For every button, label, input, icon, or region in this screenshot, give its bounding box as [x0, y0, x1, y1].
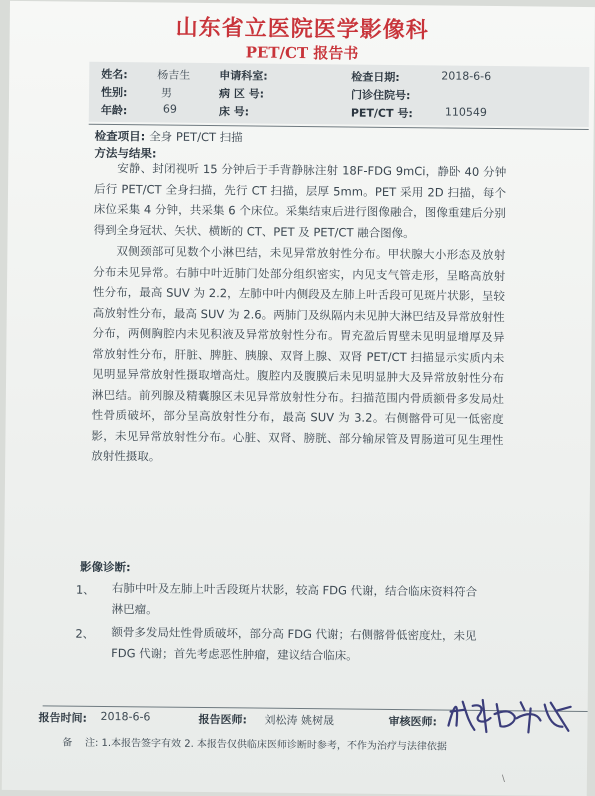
patient-age: 69	[162, 102, 177, 116]
report-paper	[2, 1, 595, 796]
diagnosis-number-2: 2、	[75, 626, 95, 641]
note-text: 注: 1.本报告签字有效 2. 本报告仅供临床医师诊断时参考，不作为治疗与法律依据	[84, 737, 448, 753]
reviewer-label: 审核医师:	[388, 714, 437, 729]
report-time: 2018-6-6	[100, 709, 151, 724]
diagnosis-item-1: 右肺中叶及左肺上叶舌段斑片状影，较高 FDG 代谢，结合临床资料符合淋巴瘤。	[111, 581, 478, 617]
page-mark: \	[501, 774, 505, 785]
method-paragraph	[94, 158, 507, 244]
note-label: 备	[62, 737, 73, 749]
age-label: 年龄:	[100, 103, 128, 118]
diagnosis-heading: 影像诊断:	[80, 559, 131, 575]
report-time-label: 报告时间:	[38, 711, 87, 725]
report-title: PET/CT 报告书	[245, 43, 359, 63]
patient-info-box	[89, 62, 590, 127]
info-row-3	[89, 102, 589, 125]
petct-label: PET/CT 号:	[350, 106, 413, 121]
exam-item	[95, 128, 243, 146]
name-label: 姓名:	[101, 67, 128, 82]
date-label: 检查日期:	[351, 70, 400, 85]
findings-text: 双侧颈部可见数个小淋巴结，未见异常放射性分布。甲状腺大小形态及放射分布未见异常。右肺中叶近肺门处部分组织密实，内见支气管走形，呈略高放射性分布，最高 SUV 为 2.2，左肺中叶内侧段及左肺上叶舌段可见斑片状影，呈较高放射性分布，最高 SUV 为 2.6。两肺门及纵隔内未见肿大淋巴结及异常放射性分布，两侧胸腔内未见积液及异常放射性分布。胃充盈后胃壁未见明显增厚及异常放射性分布，肝脏、脾脏、胰腺、双肾上腺、双肾 PET/CT 扫描显示实质内未见明显异常放射性摄取增高灶。腹腔内及腹膜后未见明显肿大及异常放射性分布淋巴结。前列腺及精囊腺区未见异常放射性分布。扫描范围内骨质额骨多发局灶性骨质破坏，部分呈高放射性分布，最高 SUV 为 3.2。右侧髂骨可见一低密度影，未见异常放射性分布。心脏、双肾、膀胱、部分输尿管及胃肠道可见生理性放射性摄取。	[91, 244, 506, 464]
petct-number: 110549	[444, 105, 487, 119]
method-heading: 方法与结果:	[94, 145, 157, 161]
doctor-label: 报告医师:	[198, 712, 247, 727]
patient-sex: 男	[160, 86, 173, 100]
clinic-label: 门诊住院号:	[350, 88, 411, 103]
hospital-title: 山东省立医院医学影像科	[175, 14, 429, 44]
footnote	[62, 734, 447, 753]
sex-label: 性别:	[100, 85, 128, 100]
exam-item-label: 检查项目:	[94, 128, 146, 144]
findings-paragraph	[91, 241, 505, 471]
handwritten-signature	[444, 696, 574, 737]
exam-date: 2018-6-6	[441, 69, 492, 83]
diagnosis-item-2: 额骨多发局灶性骨质破坏，部分高 FDG 代谢；右侧髂骨低密度灶，未见 FDG 代谢；首先考虑恶性肿瘤，建议结合临床。	[111, 625, 477, 663]
diagnosis-number-1: 1、	[75, 582, 95, 597]
patient-name: 杨吉生	[157, 68, 191, 82]
method-text: 安静、封闭视听 15 分钟后于手背静脉注射 18F-FDG 9mCi，静卧 40 分钟后行 PET/CT 全身扫描，先行 CT 扫描，层厚 5mm。PET 采用 2D 扫描，每个床位采集 4 分钟，共采集 6 个床位。采集结束后进行图像融合，图像重建后分别得到全身冠状、矢状、横断的 CT、PET 及 PET/CT 融合图像。	[93, 161, 507, 240]
dept-label: 申请科室:	[219, 69, 268, 83]
exam-item-value: 全身 PET/CT 扫描	[149, 129, 243, 145]
ward-label: 病 区 号:	[218, 87, 265, 101]
bed-label: 床 号:	[218, 105, 250, 119]
doctor-names: 刘松涛 姚树晟	[264, 713, 335, 728]
